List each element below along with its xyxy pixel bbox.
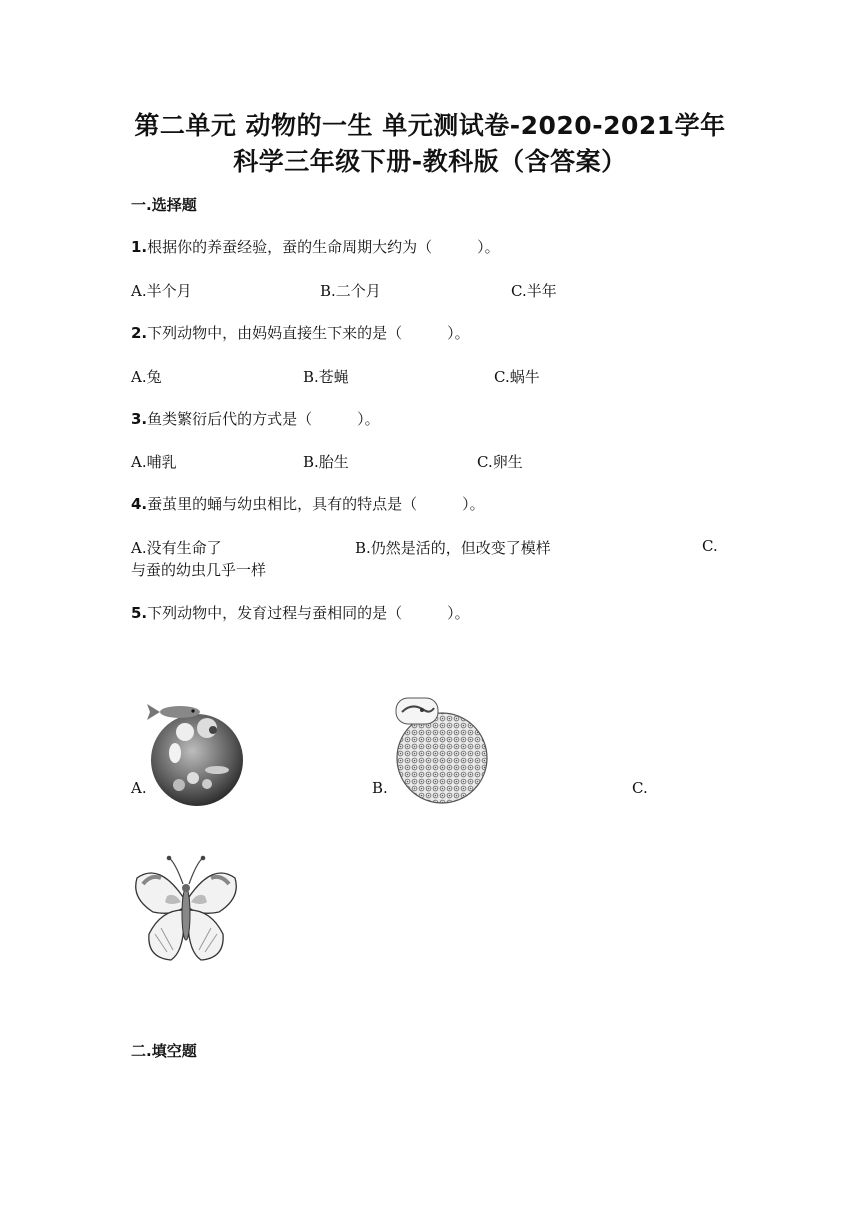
question-number: 4. [131,495,148,513]
question-4 [131,493,485,514]
question-text: 根据你的养蚕经验，蚕的生命周期大约为（ ）。 [147,238,500,256]
frog-eggs-image [390,694,490,806]
document-title-line-2: 科学三年级下册-教科版（含答案） [233,147,627,176]
question-3-option-a: A.哺乳 [131,453,177,471]
question-1 [131,236,500,257]
question-2 [131,322,470,343]
question-2-option-c: C.蜗牛 [494,368,540,386]
question-5-option-b: B. [372,779,388,797]
question-1-option-c: C.半年 [511,282,557,300]
question-1-option-a: A.半个月 [131,282,192,300]
section-heading-fill-in: 二.填空题 [131,1042,197,1060]
question-2-option-a: A.兔 [131,368,162,386]
question-3 [131,408,380,429]
butterfly-image [131,852,239,968]
question-5-option-c: C. [632,779,648,797]
question-text: 鱼类繁衍后代的方式是（ ）。 [147,410,380,428]
question-3-option-c: C.卵生 [477,453,523,471]
question-number: 5. [131,604,148,622]
question-text: 下列动物中，发育过程与蚕相同的是（ ）。 [147,604,470,622]
document-title-line-1: 第二单元 动物的一生 单元测试卷-2020-2021学年 [134,111,726,140]
question-5 [131,602,470,623]
fish-life-cycle-image [145,690,245,808]
question-number: 3. [131,410,148,428]
question-4-option-c-continued: 与蚕的幼虫几乎一样 [131,561,267,579]
section-heading-choice: 一.选择题 [131,196,197,214]
question-4-option-c: C. [702,537,718,555]
question-1-option-b: B.二个月 [320,282,381,300]
question-4-option-a: A.没有生命了 [131,539,222,557]
question-4-option-b: B.仍然是活的，但改变了模样 [355,539,551,557]
question-number: 1. [131,238,148,256]
question-number: 2. [131,324,148,342]
question-text: 蚕茧里的蛹与幼虫相比，具有的特点是（ ）。 [147,495,485,513]
question-2-option-b: B.苍蝇 [303,368,349,386]
question-3-option-b: B.胎生 [303,453,349,471]
question-5-option-a: A. [131,779,147,797]
question-text: 下列动物中，由妈妈直接生下来的是（ ）。 [147,324,470,342]
